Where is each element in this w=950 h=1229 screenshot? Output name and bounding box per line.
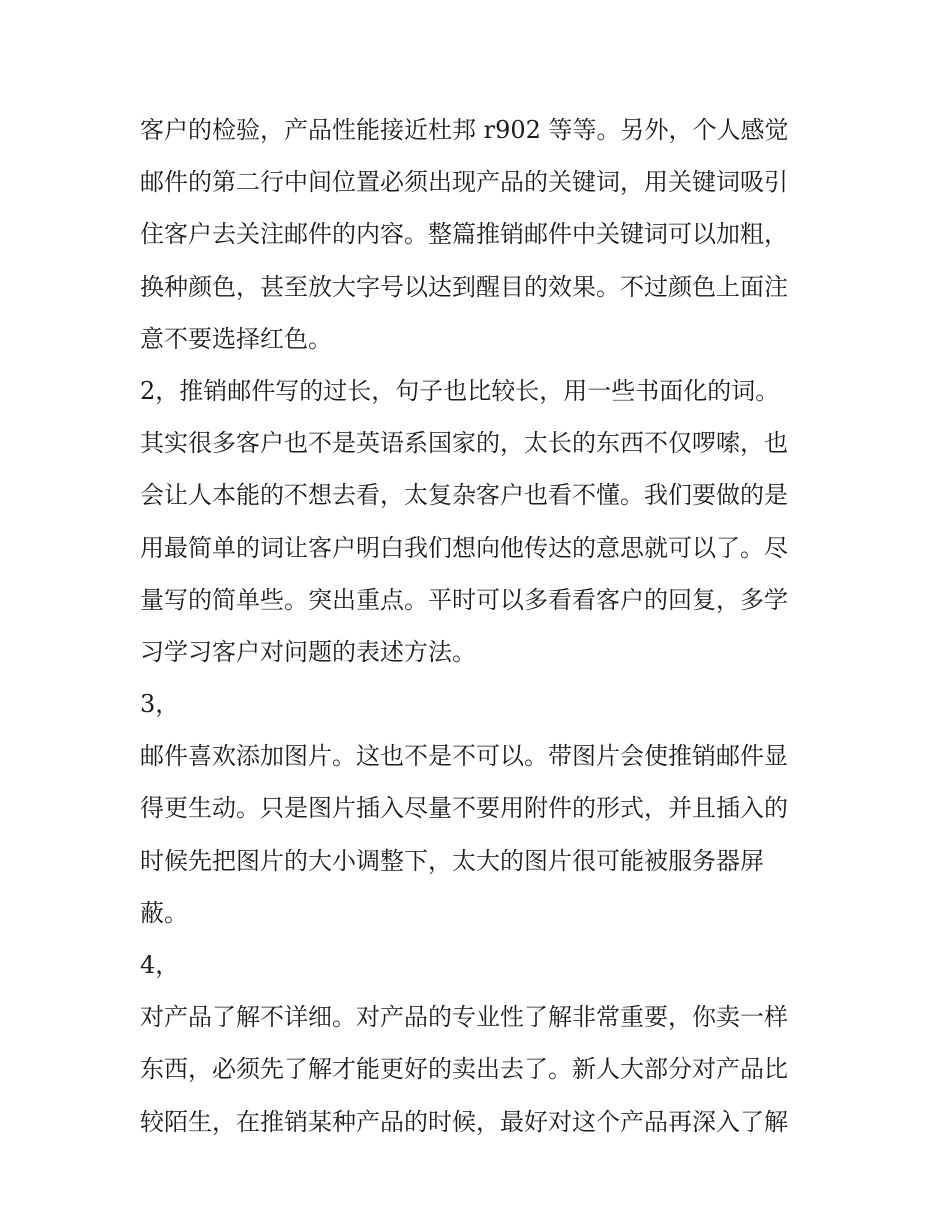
text-line: 住客户去关注邮件的内容。整篇推销邮件中关键词可以加粗， [140,220,788,249]
text-line: 3， [140,690,180,719]
text-line: 东西，必须先了解才能更好的卖出去了。新人大部分对产品比 [140,1055,788,1084]
text-line: 意不要选择红色。 [140,324,332,353]
text-line: 蔽。 [140,898,188,927]
text-line: 时候先把图片的大小调整下，太大的图片很可能被服务器屏 [140,846,764,875]
text-line: 其实很多客户也不是英语系国家的，太长的东西不仅啰嗦，也 [140,429,788,458]
text-line: 会让人本能的不想去看，太复杂客户也看不懂。我们要做的是 [140,481,788,510]
text-line: 换种颜色，甚至放大字号以达到醒目的效果。不过颜色上面注 [140,272,788,301]
text-line: 客户的检验，产品性能接近杜邦 r902 等等。另外，个人感觉 [140,116,789,144]
text-line: 邮件喜欢添加图片。这也不是不可以。带图片会使推销邮件显 [140,742,788,771]
text-line: 得更生动。只是图片插入尽量不要用附件的形式，并且插入的 [140,794,788,823]
text-line: 邮件的第二行中间位置必须出现产品的关键词，用关键词吸引 [140,168,788,197]
text-line: 习学习客户对问题的表述方法。 [140,637,476,666]
text-line: 用最简单的词让客户明白我们想向他传达的意思就可以了。尽 [140,533,788,562]
text-line: 2，推销邮件写的过长，句子也比较长，用一些书面化的词。 [140,376,780,405]
text-line: 对产品了解不详细。对产品的专业性了解非常重要，你卖一样 [140,1003,788,1032]
text-line: 量写的简单些。突出重点。平时可以多看看客户的回复，多学 [140,585,788,614]
document-body [140,104,820,1148]
text-line: 较陌生，在推销某种产品的时候，最好对这个产品再深入了解 [140,1107,788,1136]
text-line: 4， [140,951,180,979]
